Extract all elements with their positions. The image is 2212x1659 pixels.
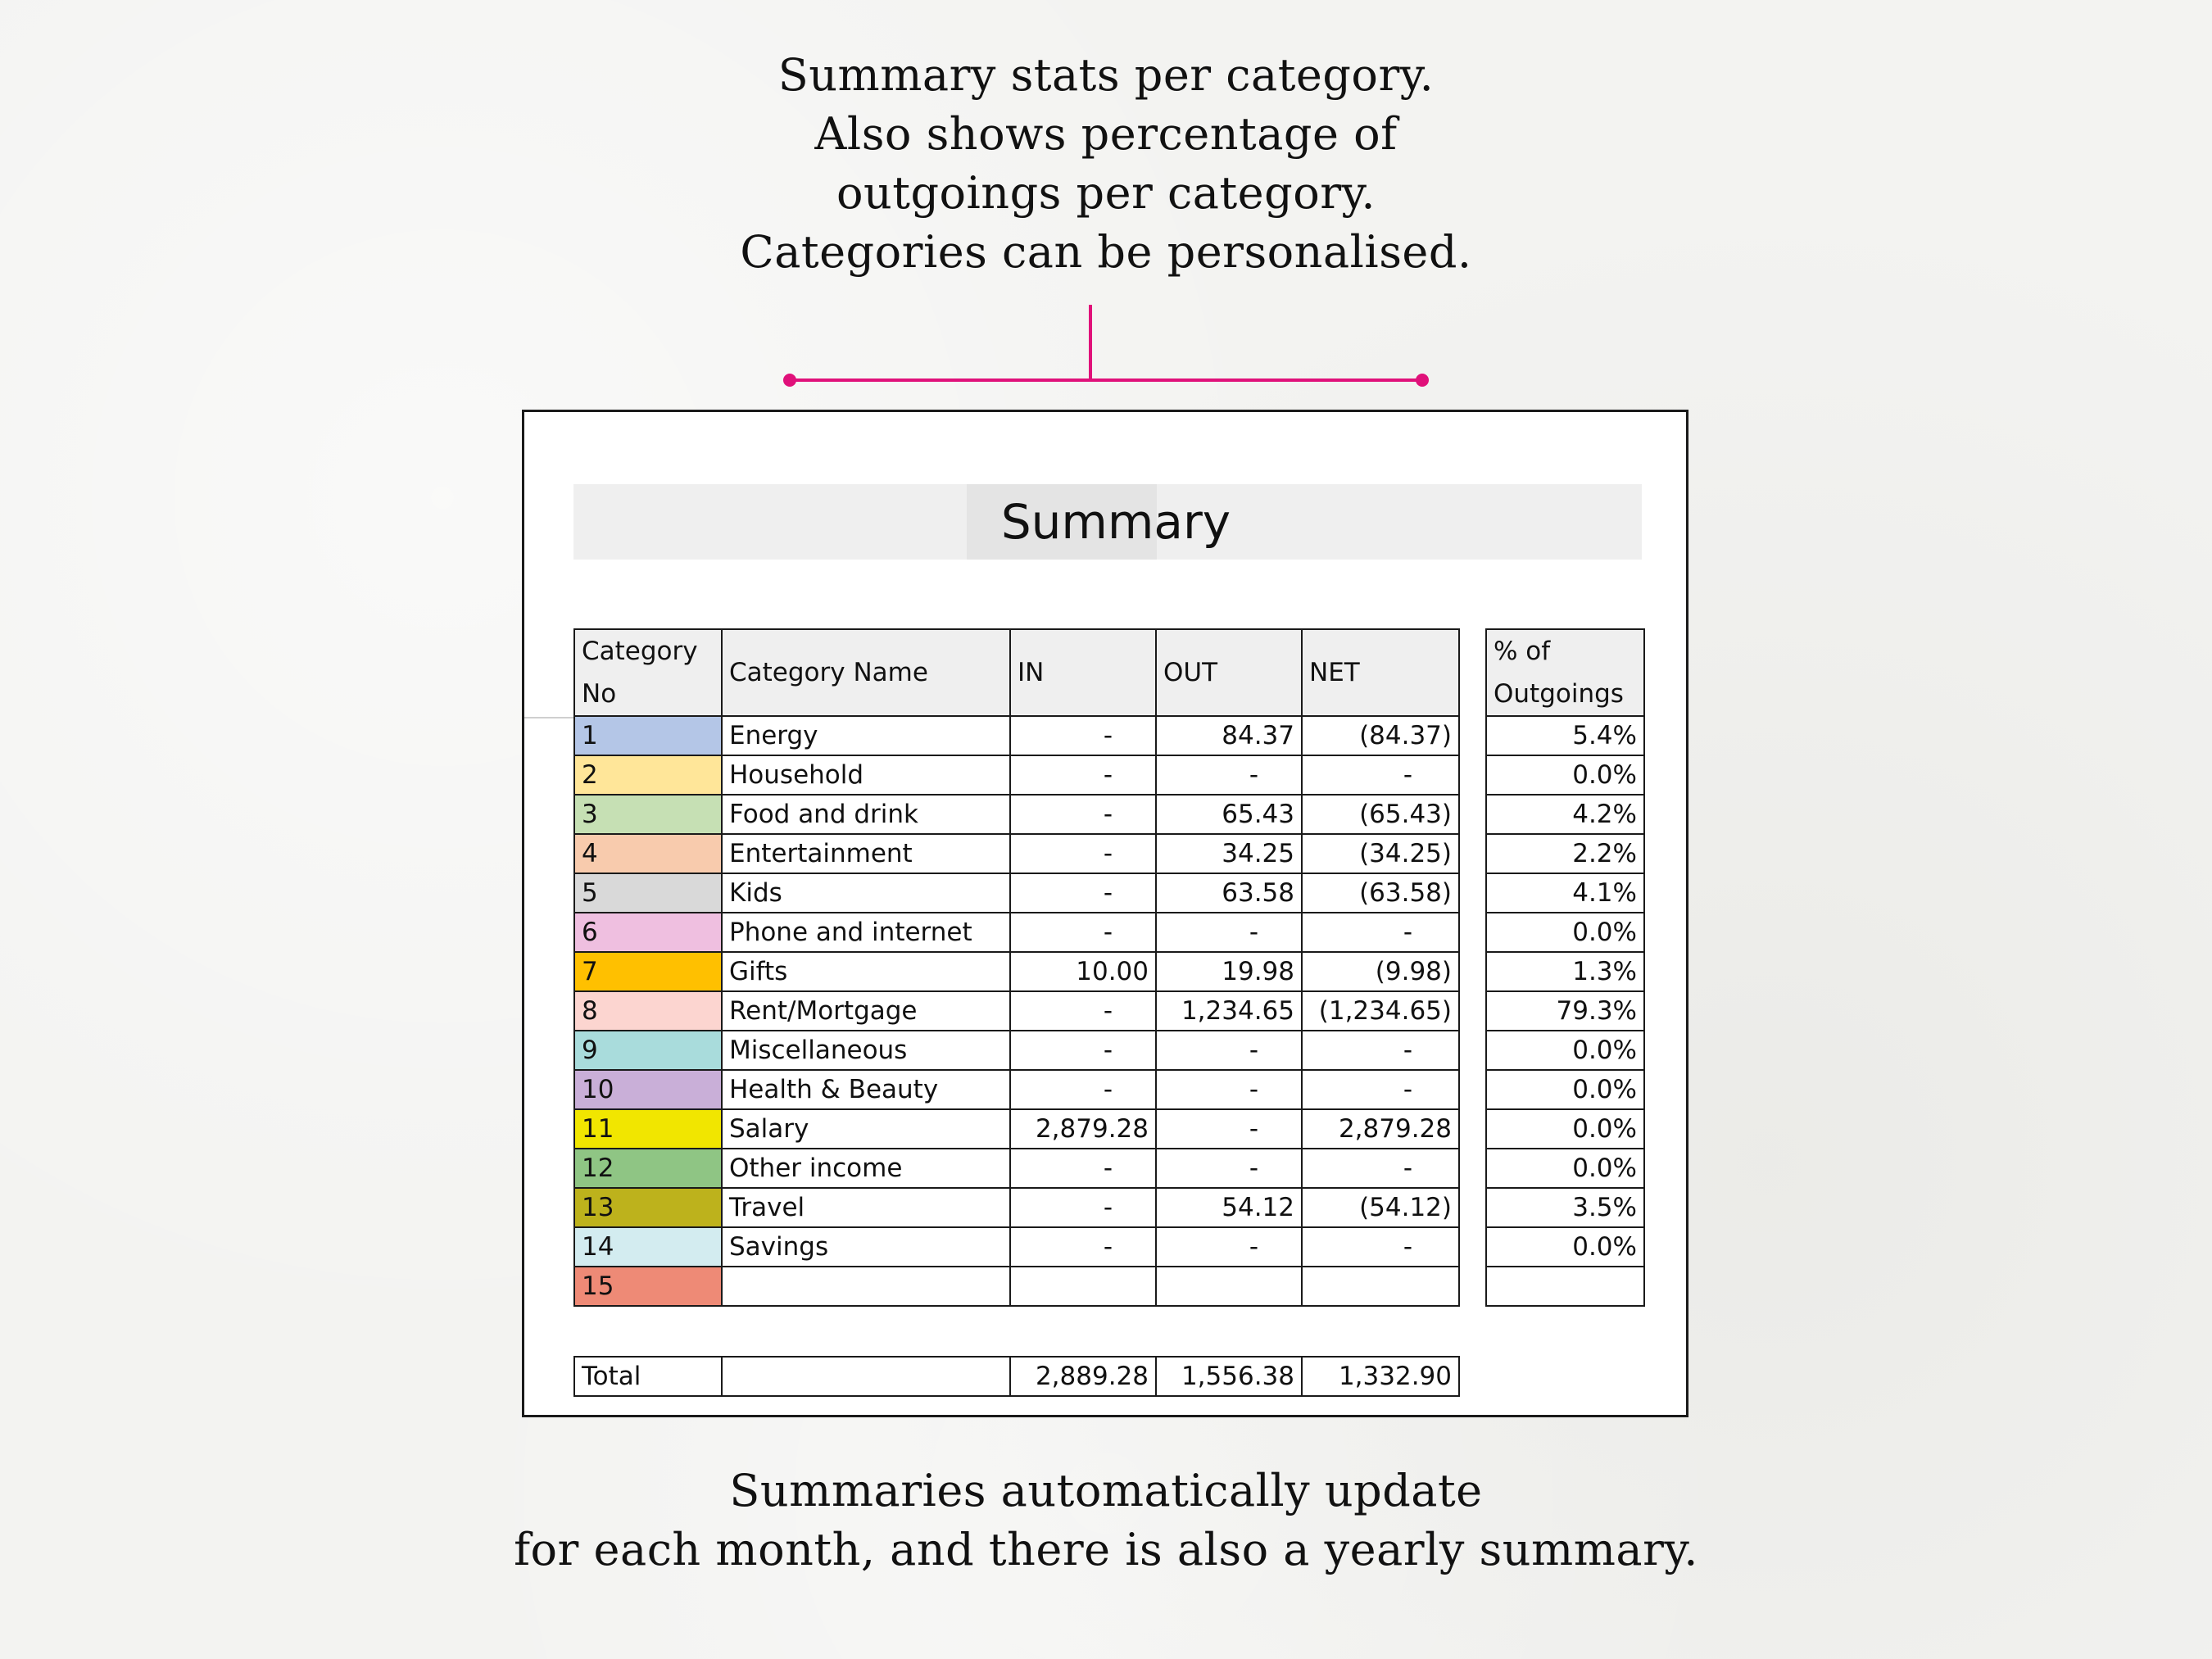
in-cell: 10.00 [1010, 952, 1156, 991]
pct-row [1486, 1109, 1644, 1149]
out-cell: - [1156, 1227, 1302, 1267]
summary-sheet [522, 410, 1688, 1417]
title-bar [573, 484, 1642, 560]
in-cell: - [1010, 913, 1156, 952]
pct-row [1486, 834, 1644, 873]
net-cell: - [1302, 913, 1459, 952]
category-name-cell: Household [722, 755, 1010, 795]
header-category-no-line2: No [582, 679, 617, 709]
category-name-cell: Food and drink [722, 795, 1010, 834]
in-cell: - [1010, 991, 1156, 1031]
pct-cell: 3.5% [1486, 1188, 1644, 1227]
pct-cell: 0.0% [1486, 1070, 1644, 1109]
table-row [574, 795, 1459, 834]
net-cell: (65.43) [1302, 795, 1459, 834]
top-caption-line: outgoings per category. [836, 167, 1376, 219]
net-cell: - [1302, 755, 1459, 795]
in-cell: - [1010, 1188, 1156, 1227]
sheet-title: Summary [1000, 494, 1231, 550]
pct-cell: 0.0% [1486, 1227, 1644, 1267]
pct-row [1486, 716, 1644, 755]
pct-row [1486, 795, 1644, 834]
table-row [574, 991, 1459, 1031]
pct-row [1486, 1149, 1644, 1188]
total-table [573, 1356, 1460, 1397]
net-cell: - [1302, 1031, 1459, 1070]
in-cell: - [1010, 755, 1156, 795]
bottom-caption-line: Summaries automatically update [729, 1465, 1483, 1516]
table-row [574, 1109, 1459, 1149]
out-cell: 65.43 [1156, 795, 1302, 834]
total-blank [722, 1357, 1010, 1396]
pct-cell: 2.2% [1486, 834, 1644, 873]
out-cell: 63.58 [1156, 873, 1302, 913]
header-category-name: Category Name [722, 629, 1010, 716]
pct-cell: 5.4% [1486, 716, 1644, 755]
grid-line [524, 717, 573, 718]
category-name-cell: Miscellaneous [722, 1031, 1010, 1070]
callout-dot-left [783, 374, 796, 387]
pct-cell: 1.3% [1486, 952, 1644, 991]
out-cell: - [1156, 1070, 1302, 1109]
category-no-cell: 2 [574, 755, 722, 795]
top-caption-line: Categories can be personalised. [740, 226, 1472, 278]
category-name-cell: Other income [722, 1149, 1010, 1188]
pct-cell: 79.3% [1486, 991, 1644, 1031]
header-net: NET [1302, 629, 1459, 716]
category-name-cell: Travel [722, 1188, 1010, 1227]
in-cell: - [1010, 795, 1156, 834]
in-cell: - [1010, 716, 1156, 755]
top-caption [0, 46, 2212, 282]
table-row [574, 716, 1459, 755]
net-cell: (63.58) [1302, 873, 1459, 913]
category-name-cell: Entertainment [722, 834, 1010, 873]
bottom-caption-line: for each month, and there is also a yearly summary. [514, 1524, 1698, 1575]
table-row [574, 834, 1459, 873]
in-cell: - [1010, 1031, 1156, 1070]
table-header-row [574, 629, 1459, 716]
pct-row [1486, 755, 1644, 795]
net-cell: (9.98) [1302, 952, 1459, 991]
category-no-cell: 15 [574, 1267, 722, 1306]
net-cell: (34.25) [1302, 834, 1459, 873]
net-cell: - [1302, 1149, 1459, 1188]
out-cell: - [1156, 1031, 1302, 1070]
net-cell: (54.12) [1302, 1188, 1459, 1227]
category-name-cell: Phone and internet [722, 913, 1010, 952]
category-no-cell: 7 [574, 952, 722, 991]
net-cell: 2,879.28 [1302, 1109, 1459, 1149]
header-pct-outgoings [1486, 629, 1644, 716]
header-category-no [574, 629, 722, 716]
in-cell [1010, 1267, 1156, 1306]
table-header-row [1486, 629, 1644, 716]
category-name-cell: Salary [722, 1109, 1010, 1149]
total-label: Total [574, 1357, 722, 1396]
pct-cell [1486, 1267, 1644, 1306]
pct-row [1486, 952, 1644, 991]
table-row [574, 1149, 1459, 1188]
pct-row [1486, 873, 1644, 913]
category-no-cell: 9 [574, 1031, 722, 1070]
category-name-cell: Gifts [722, 952, 1010, 991]
header-pct-line2: Outgoings [1494, 679, 1624, 709]
table-row [574, 755, 1459, 795]
pct-cell: 4.2% [1486, 795, 1644, 834]
pct-row [1486, 1070, 1644, 1109]
net-cell: - [1302, 1070, 1459, 1109]
bottom-caption [0, 1462, 2212, 1580]
category-name-cell: Rent/Mortgage [722, 991, 1010, 1031]
pct-row [1486, 1227, 1644, 1267]
category-name-cell: Savings [722, 1227, 1010, 1267]
callout-dot-right [1416, 374, 1429, 387]
header-in: IN [1010, 629, 1156, 716]
percentage-table [1485, 628, 1645, 1307]
table-row [574, 1267, 1459, 1306]
category-no-cell: 6 [574, 913, 722, 952]
category-name-cell: Energy [722, 716, 1010, 755]
category-no-cell: 12 [574, 1149, 722, 1188]
table-row [574, 1227, 1459, 1267]
net-cell: (1,234.65) [1302, 991, 1459, 1031]
pct-row [1486, 1188, 1644, 1227]
header-category-no-line1: Category [582, 637, 698, 666]
category-no-cell: 13 [574, 1188, 722, 1227]
table-row [574, 1031, 1459, 1070]
table-row [574, 873, 1459, 913]
out-cell: - [1156, 913, 1302, 952]
out-cell: 19.98 [1156, 952, 1302, 991]
pct-row [1486, 913, 1644, 952]
top-caption-line: Also shows percentage of [814, 108, 1398, 160]
category-table [573, 628, 1460, 1307]
in-cell: - [1010, 1149, 1156, 1188]
category-no-cell: 3 [574, 795, 722, 834]
total-out: 1,556.38 [1156, 1357, 1302, 1396]
total-row [574, 1357, 1459, 1396]
table-row [574, 1188, 1459, 1227]
table-row [574, 913, 1459, 952]
total-net: 1,332.90 [1302, 1357, 1459, 1396]
pct-cell: 0.0% [1486, 1149, 1644, 1188]
table-row [574, 952, 1459, 991]
in-cell: - [1010, 1227, 1156, 1267]
pct-cell: 0.0% [1486, 1031, 1644, 1070]
out-cell: 34.25 [1156, 834, 1302, 873]
in-cell: 2,879.28 [1010, 1109, 1156, 1149]
category-name-cell [722, 1267, 1010, 1306]
out-cell: 1,234.65 [1156, 991, 1302, 1031]
category-no-cell: 11 [574, 1109, 722, 1149]
out-cell [1156, 1267, 1302, 1306]
pct-cell: 4.1% [1486, 873, 1644, 913]
pct-row [1486, 1031, 1644, 1070]
out-cell: 84.37 [1156, 716, 1302, 755]
out-cell: - [1156, 1149, 1302, 1188]
category-name-cell: Health & Beauty [722, 1070, 1010, 1109]
out-cell: 54.12 [1156, 1188, 1302, 1227]
in-cell: - [1010, 873, 1156, 913]
net-cell: (84.37) [1302, 716, 1459, 755]
pct-cell: 0.0% [1486, 1109, 1644, 1149]
category-no-cell: 8 [574, 991, 722, 1031]
out-cell: - [1156, 1109, 1302, 1149]
category-name-cell: Kids [722, 873, 1010, 913]
category-no-cell: 10 [574, 1070, 722, 1109]
top-caption-line: Summary stats per category. [777, 49, 1435, 101]
header-pct-line1: % of [1494, 637, 1551, 666]
category-no-cell: 14 [574, 1227, 722, 1267]
out-cell: - [1156, 755, 1302, 795]
category-no-cell: 1 [574, 716, 722, 755]
pct-row [1486, 991, 1644, 1031]
net-cell [1302, 1267, 1459, 1306]
category-no-cell: 4 [574, 834, 722, 873]
in-cell: - [1010, 834, 1156, 873]
pct-cell: 0.0% [1486, 913, 1644, 952]
total-in: 2,889.28 [1010, 1357, 1156, 1396]
pct-row [1486, 1267, 1644, 1306]
header-out: OUT [1156, 629, 1302, 716]
category-no-cell: 5 [574, 873, 722, 913]
pct-cell: 0.0% [1486, 755, 1644, 795]
in-cell: - [1010, 1070, 1156, 1109]
table-row [574, 1070, 1459, 1109]
net-cell: - [1302, 1227, 1459, 1267]
